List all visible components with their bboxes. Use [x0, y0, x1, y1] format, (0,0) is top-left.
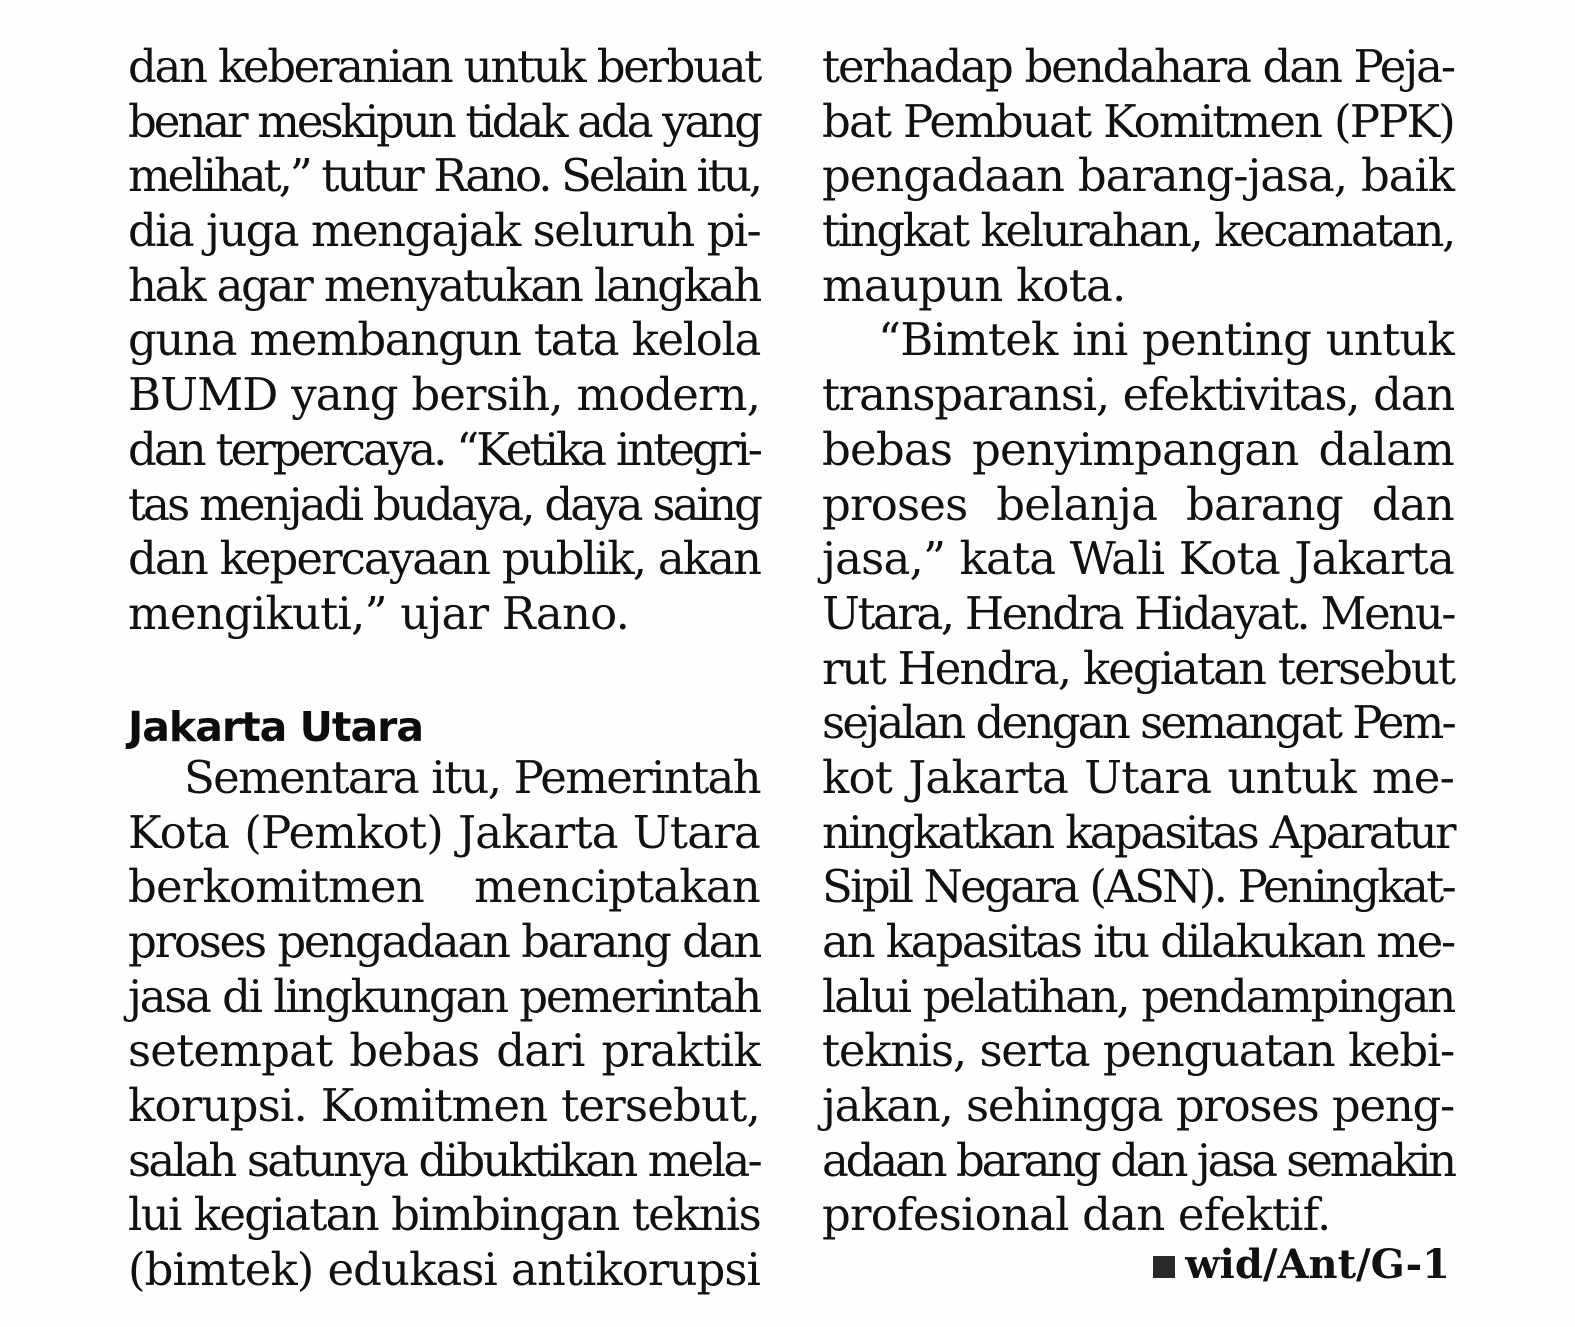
text-line: dan terpercaya. “Ketika integri-: [128, 422, 760, 476]
text-line: melihat,” tutur Rano. Selain itu,: [128, 149, 760, 203]
text-line: setempat bebas dari praktik: [128, 1024, 760, 1078]
text-line: rut Hendra, kegiatan tersebut: [822, 641, 1454, 695]
text-line: dan keberanian untuk berbuat: [128, 40, 760, 93]
text-line: proses pengadaan barang dan: [128, 915, 760, 968]
text-line: Kota (Pemkot) Jakarta Utara: [128, 805, 760, 859]
text-line: tingkat kelurahan, kecamatan,: [822, 204, 1454, 258]
text-line: hak agar menyatukan langkah: [128, 258, 760, 312]
author-byline: [1153, 1240, 1450, 1290]
text-line: profesional dan efektif.: [822, 1188, 1331, 1242]
text-line: teknis, serta penguatan kebi-: [822, 1024, 1454, 1078]
paragraph-continuation: [822, 40, 1454, 313]
paragraph-bimtek-quote: [822, 313, 1454, 1243]
text-line: maupun kota.: [822, 258, 1126, 312]
text-line: tas menjadi budaya, daya saing: [128, 477, 760, 531]
text-line: bat Pembuat Komitmen (PPK): [822, 94, 1454, 148]
text-line: benar meskipun tidak ada yang: [128, 94, 760, 148]
text-line: dan kepercayaan publik, akan: [128, 532, 760, 586]
text-line: pengadaan barang-jasa, baik: [822, 149, 1454, 203]
text-line: bebas penyimpangan dalam: [822, 422, 1454, 476]
text-line: jakan, sehingga proses peng-: [822, 1079, 1454, 1133]
text-line: (bimtek) edukasi antikorupsi: [128, 1243, 760, 1297]
text-line: jasa,” kata Wali Kota Jakarta: [822, 532, 1454, 586]
square-bullet-icon: [1153, 1256, 1175, 1278]
text-line: ningkatkan kapasitas Aparatur: [822, 805, 1454, 859]
text-line: adaan barang dan jasa semakin: [822, 1133, 1454, 1187]
paragraph-spacer: [128, 642, 760, 697]
text-line: Sipil Negara (ASN). Peningkat-: [822, 860, 1454, 914]
text-line: dia juga mengajak seluruh pi-: [128, 204, 760, 258]
text-line: transparansi, efektivitas, dan: [822, 368, 1454, 422]
paragraph-jakarta-utara: [128, 751, 760, 1298]
text-line: an kapasitas itu dilakukan me-: [822, 915, 1454, 968]
text-line: berkomitmen menciptakan: [128, 860, 760, 914]
byline-text: wid/Ant/G-1: [1185, 1241, 1450, 1288]
text-line: lalui pelatihan, pendampingan: [822, 969, 1454, 1023]
text-line: BUMD yang bersih, modern,: [128, 368, 760, 422]
text-line: jasa di lingkungan pemerintah: [128, 969, 760, 1023]
article-column-left: [128, 40, 760, 1298]
text-line: korupsi. Komitmen tersebut,: [128, 1079, 760, 1133]
text-line: mengikuti,” ujar Rano.: [128, 586, 630, 640]
text-line: Sementara itu, Pemerintah: [184, 750, 760, 804]
text-line: salah satunya dibuktikan mela-: [128, 1133, 760, 1187]
text-line: “Bimtek ini penting untuk: [878, 313, 1454, 367]
text-line: terhadap bendahara dan Peja-: [822, 40, 1454, 93]
text-line: Utara, Hendra Hidayat. Menu-: [822, 586, 1454, 640]
text-line: proses belanja barang dan: [822, 477, 1454, 531]
article-column-right: [822, 40, 1454, 1243]
text-line: lui kegiatan bimbingan teknis: [128, 1188, 760, 1242]
paragraph-closing-quote: [128, 40, 760, 642]
section-heading: Jakarta Utara: [128, 703, 424, 752]
text-line: kot Jakarta Utara untuk me-: [822, 750, 1454, 804]
text-line: sejalan dengan semangat Pem-: [822, 696, 1454, 750]
text-line: guna membangun tata kelola: [128, 313, 760, 367]
